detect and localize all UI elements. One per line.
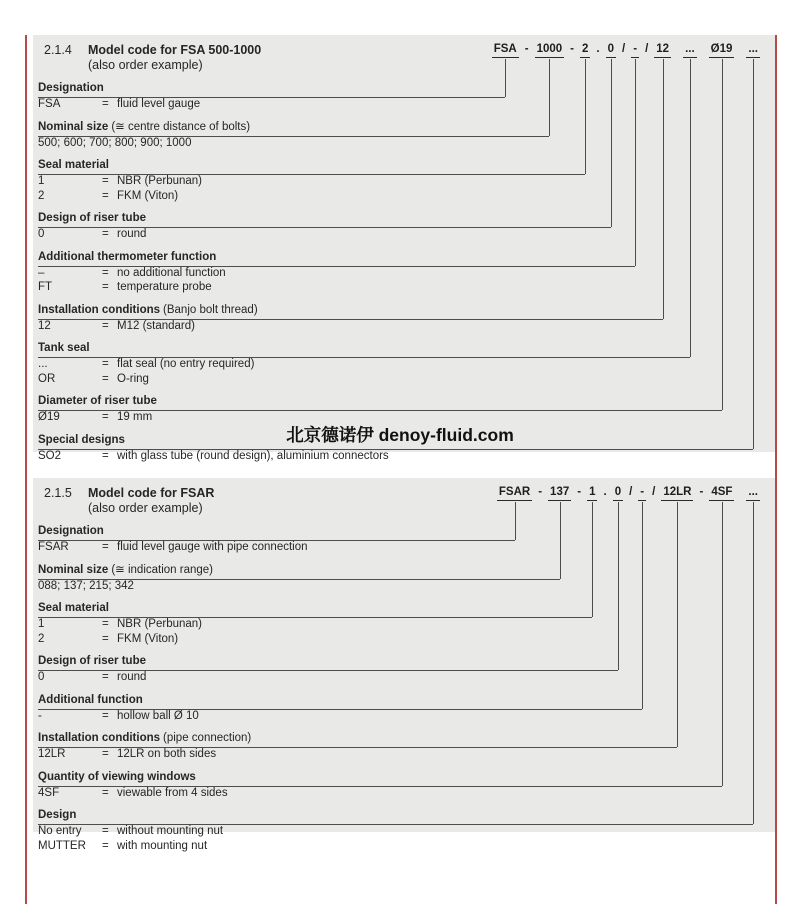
code-description: round [117, 228, 147, 240]
heading-rule-line [38, 319, 663, 320]
code-separator: / [652, 486, 656, 498]
equals-sign: = [102, 748, 109, 760]
heading-rule-line [38, 227, 611, 228]
heading-rule-line [38, 579, 560, 580]
equals-sign: = [102, 449, 109, 462]
code-value: ... [38, 358, 48, 370]
group-heading [38, 159, 109, 174]
code-definition-row [38, 227, 775, 242]
code-connector-line [753, 59, 754, 449]
definition-group [38, 728, 775, 762]
code-value: 0 [38, 228, 45, 240]
code-connector-line [663, 59, 664, 319]
code-segment: 1000 [535, 42, 565, 58]
code-description: 12LR on both sides [117, 748, 217, 760]
code-segment: 4SF [709, 485, 734, 501]
code-value: SO2 [38, 449, 62, 462]
group-heading-text: Seal material [38, 602, 109, 614]
heading-rule-line [38, 786, 722, 787]
code-connector-line [690, 59, 691, 357]
group-heading-text: Diameter of riser tube [38, 395, 157, 407]
code-value: OR [38, 372, 56, 385]
code-segment: 0 [613, 485, 623, 501]
equals-sign: = [102, 189, 109, 202]
code-value: 1 [38, 618, 45, 630]
code-connector-line [585, 59, 586, 174]
code-segment: - [638, 485, 646, 501]
group-heading-note: (pipe connection) [163, 732, 252, 744]
code-value: FSA [38, 98, 61, 110]
group-heading-text: Additional thermometer function [38, 250, 217, 263]
code-description: fluid level gauge with pipe connection [117, 541, 308, 553]
vendor-watermark: 北京德诺伊 denoy-fluid.com [286, 425, 514, 445]
code-definition-row [38, 839, 775, 854]
code-connector-line [515, 502, 516, 540]
code-description: M12 (standard) [117, 319, 195, 332]
group-heading [38, 395, 157, 410]
code-segment: FSAR [497, 485, 532, 501]
code-connector-line [642, 502, 643, 709]
definition-group [38, 521, 775, 555]
code-description: FKM (Viton) [117, 632, 179, 645]
code-connector-line [560, 502, 561, 579]
definition-group [38, 155, 775, 203]
code-value: 500; 600; 700; 800; 900; 1000 [38, 136, 192, 149]
definition-group [38, 767, 775, 801]
definition-group [38, 598, 775, 646]
code-definition-row [38, 189, 775, 204]
code-connector-line [618, 502, 619, 670]
group-heading [38, 121, 250, 136]
section-number: 2.1.4 [44, 43, 72, 57]
group-heading-text: Additional function [38, 693, 143, 706]
code-definition-row [38, 632, 775, 647]
group-heading [38, 732, 251, 747]
code-definition-row [38, 136, 775, 151]
group-heading [38, 525, 104, 540]
equals-sign: = [102, 358, 109, 370]
code-connector-line [722, 502, 723, 786]
code-value: FSAR [38, 541, 69, 553]
definition-group [38, 338, 775, 386]
code-value: 0 [38, 671, 45, 683]
group-heading-note: (≅ indication range) [111, 563, 213, 576]
definition-group [38, 208, 775, 242]
equals-sign: = [102, 281, 109, 293]
heading-rule-line [38, 97, 505, 98]
group-heading [38, 251, 216, 266]
code-value: Ø19 [38, 411, 60, 423]
heading-rule-line [38, 824, 753, 825]
group-heading-text: Special designs [38, 433, 125, 446]
code-value: 4SF [38, 786, 60, 799]
definition-group [38, 651, 775, 685]
code-segment: 2 [580, 42, 590, 58]
code-segment: 12LR [661, 485, 693, 501]
definition-group [38, 805, 775, 853]
page-border-right [775, 35, 777, 904]
code-description: NBR (Perbunan) [117, 618, 203, 630]
group-heading [38, 212, 146, 227]
code-value: - [38, 709, 42, 722]
code-separator: - [570, 43, 574, 55]
code-description: 19 mm [117, 411, 153, 423]
code-separator: . [596, 43, 600, 55]
code-definition-row [38, 319, 775, 334]
equals-sign: = [102, 372, 109, 385]
code-value: 088; 137; 215; 342 [38, 579, 134, 592]
code-value: – [38, 266, 45, 279]
heading-rule-line [38, 449, 753, 450]
definition-group [38, 690, 775, 724]
equals-sign: = [102, 839, 109, 852]
section-number: 2.1.5 [44, 486, 72, 500]
code-segment: FSA [492, 42, 519, 58]
code-description: FKM (Viton) [117, 189, 179, 202]
code-separator: - [577, 486, 582, 498]
code-definition-row [38, 280, 775, 295]
equals-sign: = [102, 98, 109, 110]
model-code-panel [33, 35, 775, 462]
group-heading [38, 564, 213, 579]
heading-rule-line [38, 540, 515, 541]
code-connector-line [549, 59, 550, 136]
group-heading [38, 82, 104, 97]
code-description: fluid level gauge [117, 98, 201, 110]
equals-sign: = [102, 411, 109, 423]
equals-sign: = [102, 825, 109, 837]
group-heading [38, 771, 196, 786]
equals-sign: = [102, 709, 109, 722]
group-heading-text: Installation conditions [38, 303, 161, 316]
group-heading-text: Design of riser tube [38, 212, 146, 224]
group-heading-note: (Banjo bolt thread) [163, 303, 258, 316]
code-segment: 12 [654, 42, 671, 58]
code-definition-row [38, 449, 775, 464]
code-separator: / [629, 486, 633, 498]
definition-group [38, 78, 775, 112]
code-definition-row [38, 786, 775, 801]
code-value: 2 [38, 189, 45, 202]
equals-sign: = [102, 319, 109, 332]
model-code-example [494, 485, 763, 501]
code-segment: 137 [548, 485, 571, 501]
group-heading [38, 694, 143, 709]
code-definition-row [38, 747, 775, 762]
group-heading-text: Tank seal [38, 342, 90, 354]
equals-sign: = [102, 786, 109, 799]
equals-sign: = [102, 228, 109, 240]
code-segment: 0 [606, 42, 616, 58]
code-value: FT [38, 281, 53, 293]
code-definition-row [38, 617, 775, 632]
code-description: viewable from 4 sides [117, 786, 228, 799]
group-heading-text: Designation [38, 525, 104, 537]
code-definition-row [38, 824, 775, 839]
code-connector-line [677, 502, 678, 747]
code-separator: - [524, 43, 529, 55]
code-connector-line [753, 502, 754, 824]
definition-group [38, 247, 775, 295]
code-definition-row [38, 540, 775, 555]
equals-sign: = [102, 671, 109, 683]
group-heading-text: Nominal size [38, 120, 109, 133]
heading-rule-line [38, 670, 618, 671]
code-description: with mounting nut [117, 839, 208, 852]
code-connector-line [635, 59, 636, 266]
group-heading-text: Designation [38, 82, 104, 94]
heading-rule-line [38, 410, 722, 411]
code-description: hollow ball Ø 10 [117, 709, 199, 722]
code-segment: - [631, 42, 639, 58]
equals-sign: = [102, 618, 109, 630]
group-heading [38, 304, 258, 319]
page-border-left [25, 35, 27, 904]
code-segment: ... [746, 485, 760, 501]
code-definition-row [38, 97, 775, 112]
code-connector-line [611, 59, 612, 227]
code-description: flat seal (no entry required) [117, 358, 255, 370]
definition-group [38, 117, 775, 151]
group-heading-text: Nominal size [38, 563, 109, 576]
code-definition-row [38, 174, 775, 189]
heading-rule-line [38, 136, 549, 137]
code-segment: ... [683, 42, 697, 58]
heading-rule-line [38, 357, 690, 358]
code-value: MUTTER [38, 839, 86, 852]
equals-sign: = [102, 175, 109, 187]
code-description: with glass tube (round design), aluminium connectors [117, 449, 389, 462]
group-heading-text: Quantity of viewing windows [38, 770, 196, 783]
heading-rule-line [38, 747, 677, 748]
section-subtitle: (also order example) [88, 501, 203, 515]
code-description: without mounting nut [117, 825, 224, 837]
definition-group [38, 560, 775, 594]
code-value: 12LR [38, 748, 66, 760]
code-value: 2 [38, 632, 45, 645]
definition-groups [33, 521, 775, 853]
code-separator: - [699, 486, 704, 498]
code-value: 12 [38, 319, 51, 332]
heading-rule-line [38, 709, 642, 710]
code-segment: Ø19 [709, 42, 735, 58]
code-definition-row [38, 709, 775, 724]
code-definition-row [38, 357, 775, 372]
group-heading [38, 342, 90, 357]
code-description: round [117, 671, 147, 683]
heading-rule-line [38, 617, 592, 618]
section-title: Model code for FSAR [88, 486, 215, 500]
code-description: NBR (Perbunan) [117, 175, 203, 187]
code-definition-row [38, 670, 775, 685]
code-segment: ... [746, 42, 760, 58]
equals-sign: = [102, 266, 109, 279]
code-value: No entry [38, 825, 82, 837]
model-code-example [489, 42, 763, 58]
group-heading [38, 655, 146, 670]
code-definition-row [38, 372, 775, 387]
code-connector-line [505, 59, 506, 97]
group-heading [38, 602, 109, 617]
group-heading-text: Installation conditions [38, 732, 161, 744]
section-subtitle: (also order example) [88, 58, 203, 72]
code-description: temperature probe [117, 281, 212, 293]
code-separator: - [538, 486, 543, 498]
code-separator: / [622, 43, 626, 55]
equals-sign: = [102, 632, 109, 645]
group-heading-text: Design of riser tube [38, 655, 146, 667]
equals-sign: = [102, 541, 109, 553]
group-heading [38, 809, 76, 824]
code-segment: 1 [587, 485, 597, 501]
definition-group [38, 391, 775, 425]
code-value: 1 [38, 175, 45, 187]
model-code-panel [33, 478, 775, 852]
code-description: O-ring [117, 372, 149, 385]
group-heading-text: Seal material [38, 159, 109, 171]
code-definition-row [38, 579, 775, 594]
section-title: Model code for FSA 500-1000 [88, 43, 262, 57]
code-separator: . [603, 486, 607, 498]
code-connector-line [592, 502, 593, 617]
code-description: no additional function [117, 266, 226, 279]
group-heading-note: (≅ centre distance of bolts) [111, 120, 251, 133]
code-definition-row [38, 266, 775, 281]
heading-rule-line [38, 174, 585, 175]
code-separator: / [645, 43, 649, 55]
group-heading-text: Design [38, 809, 77, 821]
code-connector-line [722, 59, 723, 410]
definition-group [38, 300, 775, 334]
heading-rule-line [38, 266, 635, 267]
